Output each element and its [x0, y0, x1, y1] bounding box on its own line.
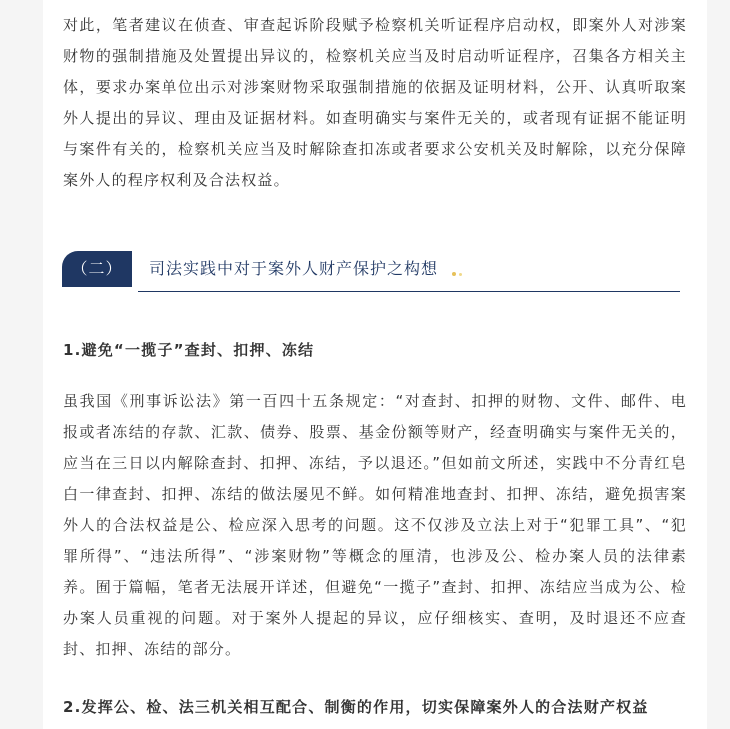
dot-icon — [452, 272, 456, 276]
section-underline — [138, 291, 680, 292]
subheading-2: 2.发挥公、检、法三机关相互配合、制衡的作用，切实保障案外人的合法财产权益 — [63, 698, 649, 716]
section-title-wrap — [149, 259, 465, 281]
article-page — [43, 0, 707, 729]
subheading-1: 1.避免“一揽子”查封、扣押、冻结 — [63, 341, 315, 359]
section-header — [62, 251, 680, 293]
section-badge: （二） — [62, 251, 132, 287]
dot-icon — [459, 273, 462, 276]
decorative-dots-icon — [452, 261, 465, 281]
section-title: 司法实践中对于案外人财产保护之构想 — [149, 259, 439, 278]
body-paragraph-1: 虽我国《刑事诉讼法》第一百四十五条规定：“对查封、扣押的财物、文件、邮件、电报或者冻结的存款、汇款、债券、股票、基金份额等财产，经查明确实与案件无关的，应当在三日以内解除查封、扣押、冻结，予以退还。”但如前文所述，实践中不分青红皂白一律查封、扣押、冻结的做法屡见不鲜。如何精准地查封、扣押、冻结，避免损害案外人的合法权益是公、检应深入思考的问题。这不仅涉及立法上对于“犯罪工具”、“犯罪所得”、“违法所得”、“涉案财物”等概念的厘清，也涉及公、检办案人员的法律素养。囿于篇幅，笔者无法展开详述，但避免“一揽子”查封、扣押、冻结应当成为公、检办案人员重视的问题。对于案外人提起的异议，应仔细核实、查明，及时退还不应查封、扣押、冻结的部分。 — [63, 392, 687, 658]
intro-paragraph: 对此，笔者建议在侦查、审查起诉阶段赋予检察机关听证程序启动权，即案外人对涉案财物的强制措施及处置提出异议的，检察机关应当及时启动听证程序，召集各方相关主体，要求办案单位出示对涉案财物采取强制措施的依据及证明材料，公开、认真听取案外人提出的异议、理由及证据材料。如查明确实与案件无关的，或者现有证据不能证明与案件有关的，检察机关应当及时解除查扣冻或者要求公安机关及时解除，以充分保障案外人的程序权利及合法权益。 — [63, 16, 687, 189]
